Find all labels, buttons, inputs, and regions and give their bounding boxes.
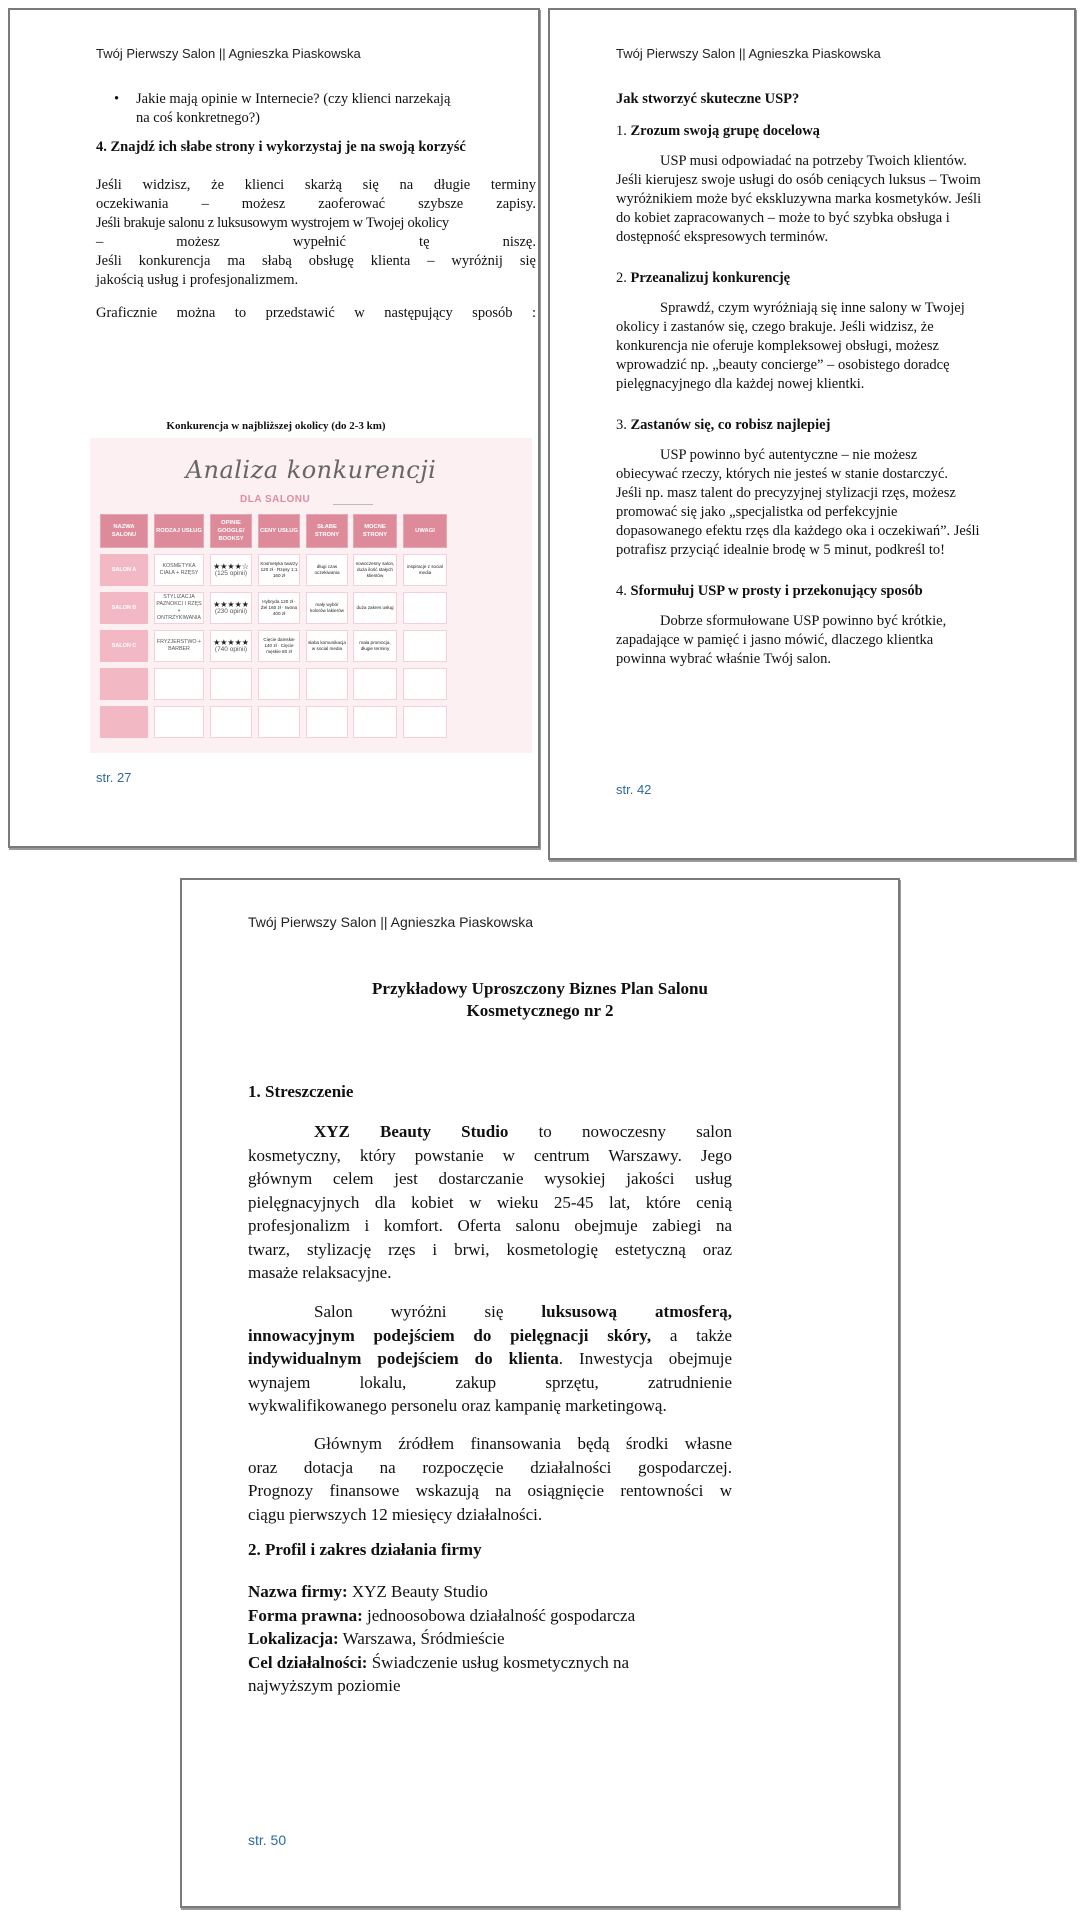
table-cell: KOSMETYKA CIAŁA + RZĘSY xyxy=(154,554,204,586)
text-line: obiecywać rzeczy, których nie jesteś w stanie dostarczyć. xyxy=(616,466,949,482)
bullet-icon: • xyxy=(114,91,120,107)
salon-name-cell xyxy=(100,706,148,738)
salon-name-cell: SALON A xyxy=(100,554,148,586)
section-heading xyxy=(616,122,820,141)
title-line: Przykładowy Uproszczony Biznes Plan Salonu xyxy=(372,979,708,998)
document-page-50 xyxy=(180,878,900,1908)
page-title: Jak stworzyć skuteczne USP? xyxy=(616,91,800,107)
text-line: powinna wybrać właśnie Twój salon. xyxy=(616,651,831,667)
text-line: profesjonalizm i komfort. Oferta salonu obejmuje zabiegi na xyxy=(248,1216,732,1235)
table-cell: mały wybór kolorów lakierów xyxy=(306,592,348,624)
text-line: dopasowanego efektu rzęs dla każdego oka i oczekiwań”. Jeśli xyxy=(616,523,980,539)
table-cell: FRYZJERSTWO + BARBER xyxy=(154,630,204,662)
text-span: to nowoczesny salon xyxy=(508,1122,733,1141)
profile-value: jednoosobowa działalność gospodarcza xyxy=(362,1605,636,1625)
star-rating-icon: ★★★★★ xyxy=(213,600,249,609)
rating-wrap xyxy=(213,639,249,653)
section-number: 3. xyxy=(616,417,627,433)
text-line: promować się jako „specjalistka od perfekcyjnie xyxy=(616,504,898,520)
profile-value: Świadczenie usług kosmetycznych na xyxy=(367,1652,630,1672)
text-line: oraz dotacja na rozpoczęcie działalności gospodarczej. xyxy=(248,1457,732,1477)
section-title: Przeanalizuj konkurencję xyxy=(630,270,791,286)
paragraph-weaknesses xyxy=(96,176,536,290)
graphic-intro: Graficznie można to przedstawić w następujący sposób : xyxy=(96,305,536,321)
text-line: wprowadzić np. „beauty concierge” – osobistego doradcę xyxy=(616,357,950,373)
title-line: Kosmetycznego nr 2 xyxy=(466,1001,614,1020)
profile-label: Nazwa firmy: xyxy=(248,1582,348,1601)
profile-value: Warszawa, Śródmieście xyxy=(338,1629,505,1648)
section-paragraph xyxy=(616,446,1036,560)
summary-paragraph-1 xyxy=(248,1120,732,1285)
review-count: (740 opinii) xyxy=(214,646,248,653)
running-header: Twój Pierwszy Salon || Agnieszka Piaskowska xyxy=(248,914,534,930)
text-line: oczekiwania – możesz zaoferować szybsze zapisy. xyxy=(96,196,536,212)
text-line: Jeśli widzisz, że klienci skarżą się na długie terminy xyxy=(96,177,536,193)
profile-row xyxy=(248,1604,748,1628)
salon-name-cell: SALON B xyxy=(100,592,148,624)
text-line: wykwalifikowanego personelu oraz kampanię marketingową. xyxy=(248,1396,667,1415)
text-span: Salon wyróżni się xyxy=(314,1302,542,1321)
section-heading xyxy=(616,269,790,288)
text-line xyxy=(248,1347,732,1371)
text-line: Dobrze sformułowane USP powinno być krótkie, xyxy=(660,613,947,629)
profile-value: XYZ Beauty Studio xyxy=(347,1582,488,1601)
star-rating-icon: ★★★★★ xyxy=(213,638,249,647)
document-page-42 xyxy=(548,8,1076,860)
text-line: Sprawdź, czym wyróżniają się inne salony w Twojej xyxy=(660,300,965,316)
table-cell: Cięcie damskie 140 zł · Cięcie męskie 80 zł xyxy=(258,630,300,662)
section-heading: 2. Profil i zakres działania firmy xyxy=(248,1540,482,1559)
text-line: – możesz wypełnić tę niszę. xyxy=(96,234,536,250)
section-paragraph xyxy=(616,612,1036,669)
rating-cell xyxy=(210,554,252,586)
text-line: jakością usług i profesjonalizmem. xyxy=(96,272,299,288)
table-header-cell: UWAGI xyxy=(403,514,447,548)
page-number: str. 42 xyxy=(616,782,652,797)
table-cell: Kosmetyka twarzy 120 zł · Rzęsy 1:1 160 zł xyxy=(258,554,300,586)
section-heading xyxy=(616,582,923,601)
table-cell: mała promocja, długie terminy xyxy=(353,630,397,662)
summary-paragraph-3 xyxy=(248,1432,732,1526)
text-span: a także xyxy=(651,1325,732,1345)
text-line: Prognozy finansowe wskazują na osiągnięcie rentowności w xyxy=(248,1481,732,1500)
profile-row xyxy=(248,1627,748,1651)
text-line xyxy=(248,1324,732,1348)
text-span: indywidualnym podejściem do klienta xyxy=(248,1349,559,1368)
running-header: Twój Pierwszy Salon || Agnieszka Piaskowska xyxy=(96,46,361,61)
company-name: XYZ Beauty Studio xyxy=(314,1122,509,1141)
text-line: potrafisz przyciąć idealnie brodę w 5 minut, podkreśl to! xyxy=(616,542,945,558)
text-line: Jeśli brakuje salonu z luksusowym wystrojem w Twojej okolicy xyxy=(96,215,449,231)
text-line: twarz, stylizację rzęs i brwi, kosmetologię estetyczną oraz xyxy=(248,1239,732,1259)
rating-wrap xyxy=(213,601,249,615)
table-cell xyxy=(403,592,447,624)
competition-analysis-graphic xyxy=(90,438,532,753)
text-line: masaże relaksacyjne. xyxy=(248,1263,392,1282)
text-line: USP powinno być autentyczne – nie możesz xyxy=(660,447,918,463)
table-header-cell: CENY USŁUG xyxy=(258,514,300,548)
table-cell xyxy=(154,668,204,700)
table-cell xyxy=(306,668,348,700)
section-title: Zastanów się, co robisz najlepiej xyxy=(630,417,831,433)
table-header-cell: NAZWA SALONU xyxy=(100,514,148,548)
table-header-cell: OPINIE GOOGLE/ BOOKSY xyxy=(210,514,252,548)
star-rating-icon: ★★★★☆ xyxy=(213,562,249,571)
review-count: (230 opinii) xyxy=(214,608,248,615)
section-title: Sformułuj USP w prosty i przekonujący sposób xyxy=(630,583,923,599)
table-cell: inspiracje z social media xyxy=(403,554,447,586)
text-line: wyróżnikiem może być ekskluzywna marka kosmetyków. Jeśli xyxy=(616,191,982,207)
table-cell: duża zakres usług xyxy=(353,592,397,624)
text-line: okolicy i zastanów się, czego brakuje. Jeśli widzisz, że xyxy=(616,319,934,335)
summary-paragraph-2 xyxy=(248,1300,732,1418)
table-header-cell: MOCNE STRONY xyxy=(353,514,397,548)
salon-name-cell xyxy=(100,668,148,700)
text-line: Jeśli kierujesz swoje usługi do osób ceniących luksus – Twoim xyxy=(616,172,981,188)
table-cell: STYLIZACJA PAZNOKCI I RZĘS + ONTRZYKIWANIA xyxy=(154,592,204,624)
document-page-27 xyxy=(8,8,540,848)
table-cell: Hybryda 120 zł · Żel 160 zł · Iwona 400 zł xyxy=(258,592,300,624)
text-line: konkurencja nie oferuje kompleksowej obsługi, możesz xyxy=(616,338,939,354)
section-title: Zrozum swoją grupę docelową xyxy=(630,123,820,139)
table-cell: słaba komunikacja w social media xyxy=(306,630,348,662)
company-profile xyxy=(248,1580,748,1698)
page-number: str. 50 xyxy=(248,1832,287,1848)
document-title xyxy=(182,978,898,1022)
text-line: Głównym źródłem finansowania będą środki własne xyxy=(314,1434,732,1453)
text-line: dostępność ekspresowych terminów. xyxy=(616,229,829,245)
table-cell xyxy=(306,706,348,738)
profile-label: Forma prawna: xyxy=(248,1605,363,1625)
text-line: Jeśli np. masz talent do precyzyjnej stylizacji rzęs, możesz xyxy=(616,485,956,501)
table-cell xyxy=(353,668,397,700)
text-line: ciągu pierwszych 12 miesięcy działalności. xyxy=(248,1504,543,1524)
salon-name-blank-line xyxy=(333,504,373,505)
text-line: Jeśli konkurencja ma słabą obsługę klienta – wyróżnij się xyxy=(96,253,536,269)
table-cell xyxy=(353,706,397,738)
table-cell xyxy=(403,706,447,738)
graphic-subtitle: DLA SALONU xyxy=(240,494,311,505)
section-heading: 1. Streszczenie xyxy=(248,1082,354,1101)
profile-row: najwyższym poziomie xyxy=(248,1676,401,1695)
text-line: pielęgnacyjnych dla kobiet w wieku 25-45 lat, które cenią xyxy=(248,1192,732,1212)
profile-row xyxy=(248,1580,748,1604)
profile-label: Cel działalności: xyxy=(248,1652,368,1672)
table-cell: długi czas oczekiwania xyxy=(306,554,348,586)
table-cell: nowoczesny salon, duża ilość stałych klientów xyxy=(353,554,397,586)
page-number: str. 27 xyxy=(96,770,132,785)
section-number: 1. xyxy=(616,123,627,139)
text-line: pielęgnacyjnego dla każdej nowej klientki. xyxy=(616,376,865,392)
rating-cell xyxy=(210,706,252,738)
running-header: Twój Pierwszy Salon || Agnieszka Piaskowska xyxy=(616,46,881,61)
text-line xyxy=(248,1300,732,1324)
text-span: luksusową atmosferą, xyxy=(541,1302,732,1321)
rating-cell xyxy=(210,668,252,700)
profile-label: Lokalizacja: xyxy=(248,1629,339,1648)
salon-name-cell: SALON C xyxy=(100,630,148,662)
rating-cell xyxy=(210,630,252,662)
table-cell xyxy=(154,706,204,738)
bullet-line: Jakie mają opinie w Internecie? (czy klienci narzekają xyxy=(136,91,451,107)
section-paragraph xyxy=(616,152,1036,247)
section-heading: 4. Znajdź ich słabe strony i wykorzystaj je na swoją korzyść xyxy=(96,139,466,155)
section-number: 2. xyxy=(616,270,627,286)
bullet-item xyxy=(136,90,536,128)
text-line xyxy=(248,1120,732,1144)
text-span: innowacyjnym podejściem do pielęgnacji skóry, xyxy=(248,1325,652,1345)
text-line: głównym celem jest dostarczanie wysokiej jakości usług xyxy=(248,1169,732,1188)
table-header-cell: SŁABE STRONY xyxy=(306,514,348,548)
table-cell xyxy=(403,668,447,700)
text-span: . Inwestycja obejmuje xyxy=(558,1349,732,1368)
graphic-title: Analiza konkurencji xyxy=(185,456,437,484)
profile-row xyxy=(248,1651,748,1675)
text-line: do kobiet zapracowanych – może to być szybka obsługa i xyxy=(616,210,950,226)
section-heading xyxy=(616,416,830,435)
rating-cell xyxy=(210,592,252,624)
text-line: kosmetyczny, który powstanie w centrum Warszawy. Jego xyxy=(248,1145,732,1165)
table-cell xyxy=(403,630,447,662)
table-cell xyxy=(258,668,300,700)
text-line: wynajem lokalu, zakup sprzętu, zatrudnienie xyxy=(248,1372,732,1392)
section-number: 4. xyxy=(616,583,627,599)
text-line: zapadające w pamięć i jasno mówić, dlaczego klientka xyxy=(616,632,934,648)
text-line: USP musi odpowiadać na potrzeby Twoich klientów. xyxy=(660,153,967,169)
review-count: (125 opinii) xyxy=(214,570,248,577)
bullet-line: na coś konkretnego?) xyxy=(136,110,261,126)
rating-wrap xyxy=(213,563,249,577)
section-paragraph xyxy=(616,299,1036,394)
figure-caption: Konkurencja w najbliższej okolicy (do 2-3 km) xyxy=(166,420,386,432)
table-cell xyxy=(258,706,300,738)
table-header-cell: RODZAJ USŁUG xyxy=(154,514,204,548)
